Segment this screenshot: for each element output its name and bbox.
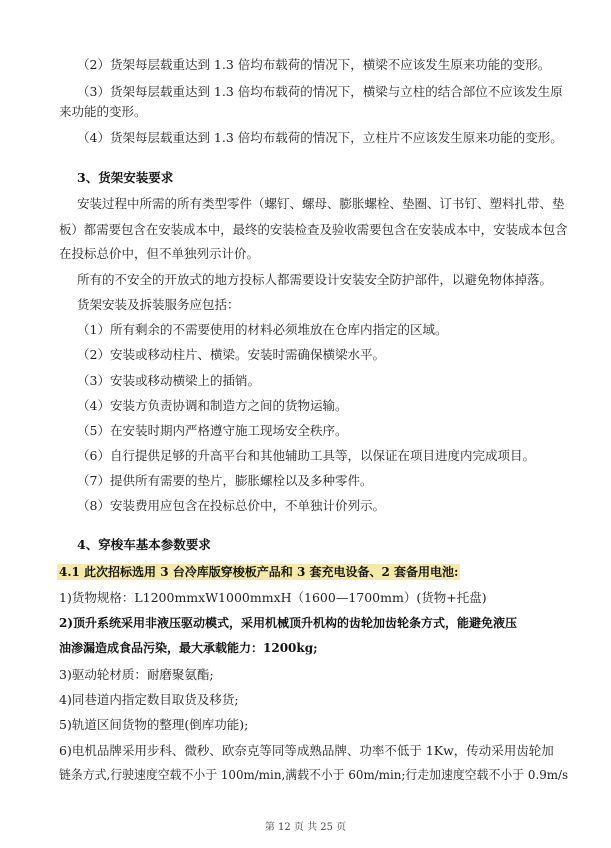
text-line: （2）货架每层载重达到 1.3 倍均布载荷的情况下，横梁不应该发生原来功能的变形。	[77, 57, 551, 72]
param-line: 链条方式,行驶速度空载不小于 100m/min,满载不小于 60m/min;行走加速度空载不小于 0.9m/s	[59, 767, 569, 782]
text-line: 安装过程中所需的所有类型零件（螺钉、螺母、膨胀螺栓、垫圈、订书钉、塑料扎带、垫	[77, 196, 565, 211]
highlighted-text: 4.1 此次招标选用 3 台冷库版穿梭板产品和 3 套充电设备、2 套备用电池:	[59, 565, 459, 579]
text-line: （4）货架每层载重达到 1.3 倍均布载荷的情况下，立柱片不应该发生原来功能的变形。	[77, 130, 563, 145]
list-item: （6）自行提供足够的升高平台和其他辅助工具等，以保证在项目进度内完成项目。	[77, 448, 535, 463]
list-item: （7）提供所有需要的垫片，膨胀螺栓以及多种零件。	[77, 473, 373, 488]
param-line: 6)电机品牌采用步科、微秒、欧奈克等同等成熟品牌、功率不低于 1Kw，传动采用齿轮加	[59, 743, 554, 758]
text-line: 所有的不安全的开放式的地方投标人都需要设计安装安全防护部件，以避免物体掉落。	[77, 272, 553, 287]
subsection-heading	[57, 564, 460, 580]
text-line: （3）货架每层载重达到 1.3 倍均布载荷的情况下，横梁与立柱的结合部位不应该发生原	[77, 84, 563, 99]
param-line: 4)同巷道内指定数目取货及移货;	[59, 692, 239, 707]
param-line: 3)驱动轮材质：耐磨聚氨酯;	[59, 667, 214, 682]
param-line: 1)货物规格：L1200mmxW1000mmxH（1600—1700mm）(货物+托盘)	[59, 590, 487, 605]
list-item: （4）安装方负责协调和制造方之间的货物运输。	[77, 398, 348, 413]
text-line: 板）都需要包含在安装成本中，最终的安装检查及验收需要包含在安装成本中，安装成本包含	[59, 222, 568, 237]
text-line: 货架安装及拆装服务应包括：	[77, 297, 240, 312]
page-footer: 第 12 页 共 25 页	[264, 822, 347, 833]
list-item: （8）安装费用应包含在投标总价中，不单独计价列示。	[77, 498, 385, 513]
param-line-bold: 2)顶升系统采用非液压驱动模式，采用机械顶升机构的齿轮加齿轮条方式，能避免液压	[59, 616, 518, 630]
text-line: 来功能的变形。	[59, 104, 147, 119]
list-item: （1）所有剩余的不需要使用的材料必须堆放在仓库内指定的区域。	[77, 322, 448, 337]
list-item: （5）在安装时期内严格遵守施工现场安全秩序。	[77, 423, 348, 438]
section-heading: 4、穿梭车基本参数要求	[77, 537, 211, 552]
text-line: 在投标总价中，但不单独列示计价。	[59, 246, 260, 261]
list-item: （2）安装或移动柱片、横梁。安装时需确保横梁水平。	[77, 347, 385, 362]
list-item: （3）安装或移动横梁上的插销。	[77, 373, 260, 388]
section-heading: 3、货架安装要求	[77, 170, 174, 185]
param-line: 5)轨道区间货物的整理(倒库功能);	[59, 717, 249, 732]
param-line-bold: 油渗漏造成食品污染，最大承载能力：1200kg;	[59, 641, 318, 655]
